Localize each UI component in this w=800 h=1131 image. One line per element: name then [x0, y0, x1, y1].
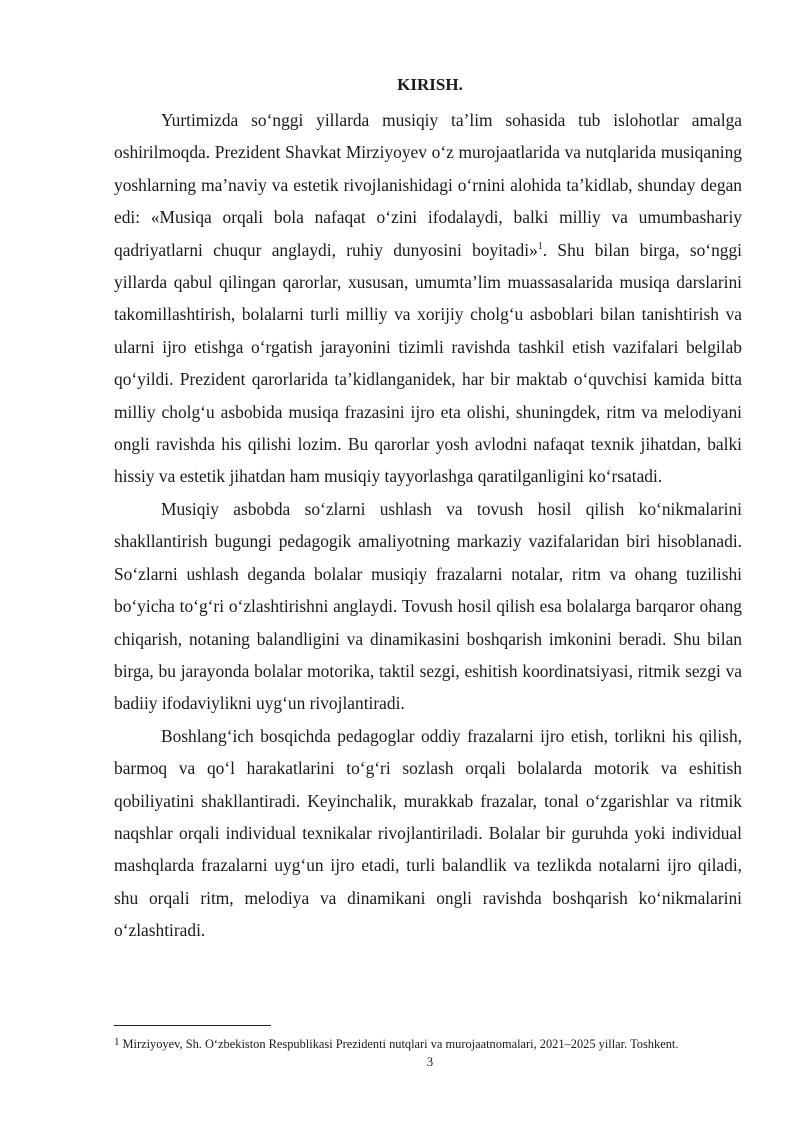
paragraph-2: Musiqiy asbobda so‘zlarni ushlash va tovush hosil qilish ko‘nikmalarini shakllantirish bugungi pedagogik amaliyotning markaziy vazifalaridan biri hisoblanadi. So‘zlarni ushlash deganda bolalar musiqiy frazalarni notalar, ritm va ohang tuzilishi bo‘yicha to‘g‘ri o‘zlashtirishni anglaydi. Tovush hosil qilish esa bolalarga barqaror ohang chiqarish, notaning balandligini va dinamikasini boshqarish imkonini beradi. Shu bilan birga, bu jarayonda bolalar motorika, taktil sezgi, eshitish koordinatsiyasi, ritmik sezgi va badiiy ifodaviylikni uyg‘un rivojlantiradi.: [114, 498, 742, 714]
section-heading: KIRISH.: [397, 75, 463, 94]
footnote-reference[interactable]: 1: [537, 240, 543, 252]
footnote: [114, 1034, 754, 1052]
page-number: 3: [426, 1055, 434, 1069]
footnote-mark: 1: [114, 1036, 120, 1048]
footnote-text: Mirziyoyev, Sh. O‘zbekiston Respublikasi Prezidenti nutqlari va murojaatnomalari, 2021–2025 yillar. Toshkent.: [122, 1037, 679, 1051]
paragraph-1-text-continued: . Shu bilan birga, so‘nggi yillarda qabul qilingan qarorlar, xususan, umumta’lim muassasalarida musiqa darslarini takomillashtirish, bolalarni turli milliy va xorijiy cholg‘u asboblari bilan tanishtirish va ularni ijro etishga o‘rgatish jarayonini tizimli ravishda tashkil etish vazifalari belgilab qo‘yildi. Prezident qarorlarida ta’kidlanganidek, har bir maktab o‘quvchisi kamida bitta milliy cholg‘u asbobida musiqa frazasini ijro eta olishi, shuningdek, ritm va melodiyani ongli ravishda his qilishi lozim. Bu qarorlar yosh avlodni nafaqat texnik jihatdan, balki hissiy va estetik jihatdan ham musiqiy tayyorlashga qaratilganligini ko‘rsatadi.: [114, 239, 742, 487]
paragraph-1-text: Yurtimizda so‘nggi yillarda musiqiy ta’lim sohasida tub islohotlar amalga oshirilmoqda. Prezident Shavkat Mirziyoyev o‘z murojaatlarida va nutqlarida musiqaning yoshlarning ma’naviy va estetik rivojlanishidagi o‘rnini alohida ta’kidlab, shunday degan edi: «Musiqa orqali bola nafaqat o‘zini ifodalaydi, balki milliy va umumbashariy qadriyatlarni chuqur anglaydi, ruhiy dunyosini boyitadi»: [114, 110, 742, 260]
paragraph-3: Boshlang‘ich bosqichda pedagoglar oddiy frazalarni ijro etish, torlikni his qilish, barmoq va qo‘l harakatlarini to‘g‘ri sozlash orqali bolalarda motorik va eshitish qobiliyatini shakllantiradi. Keyinchalik, murakkab frazalar, tonal o‘zgarishlar va ritmik naqshlar orqali individual texnikalar rivojlantiriladi. Bolalar bir guruhda yoki individual mashqlarda frazalarni uyg‘un ijro etadi, turli balandlik va tezlikda notalarni ijro qiladi, shu orqali ritm, melodiya va dinamikani ongli ravishda boshqarish ko‘nikmalarini o‘zlashtiradi.: [114, 725, 742, 941]
footnote-separator: [114, 1025, 271, 1026]
paragraph-1: [114, 104, 742, 493]
body-text: [114, 104, 742, 947]
